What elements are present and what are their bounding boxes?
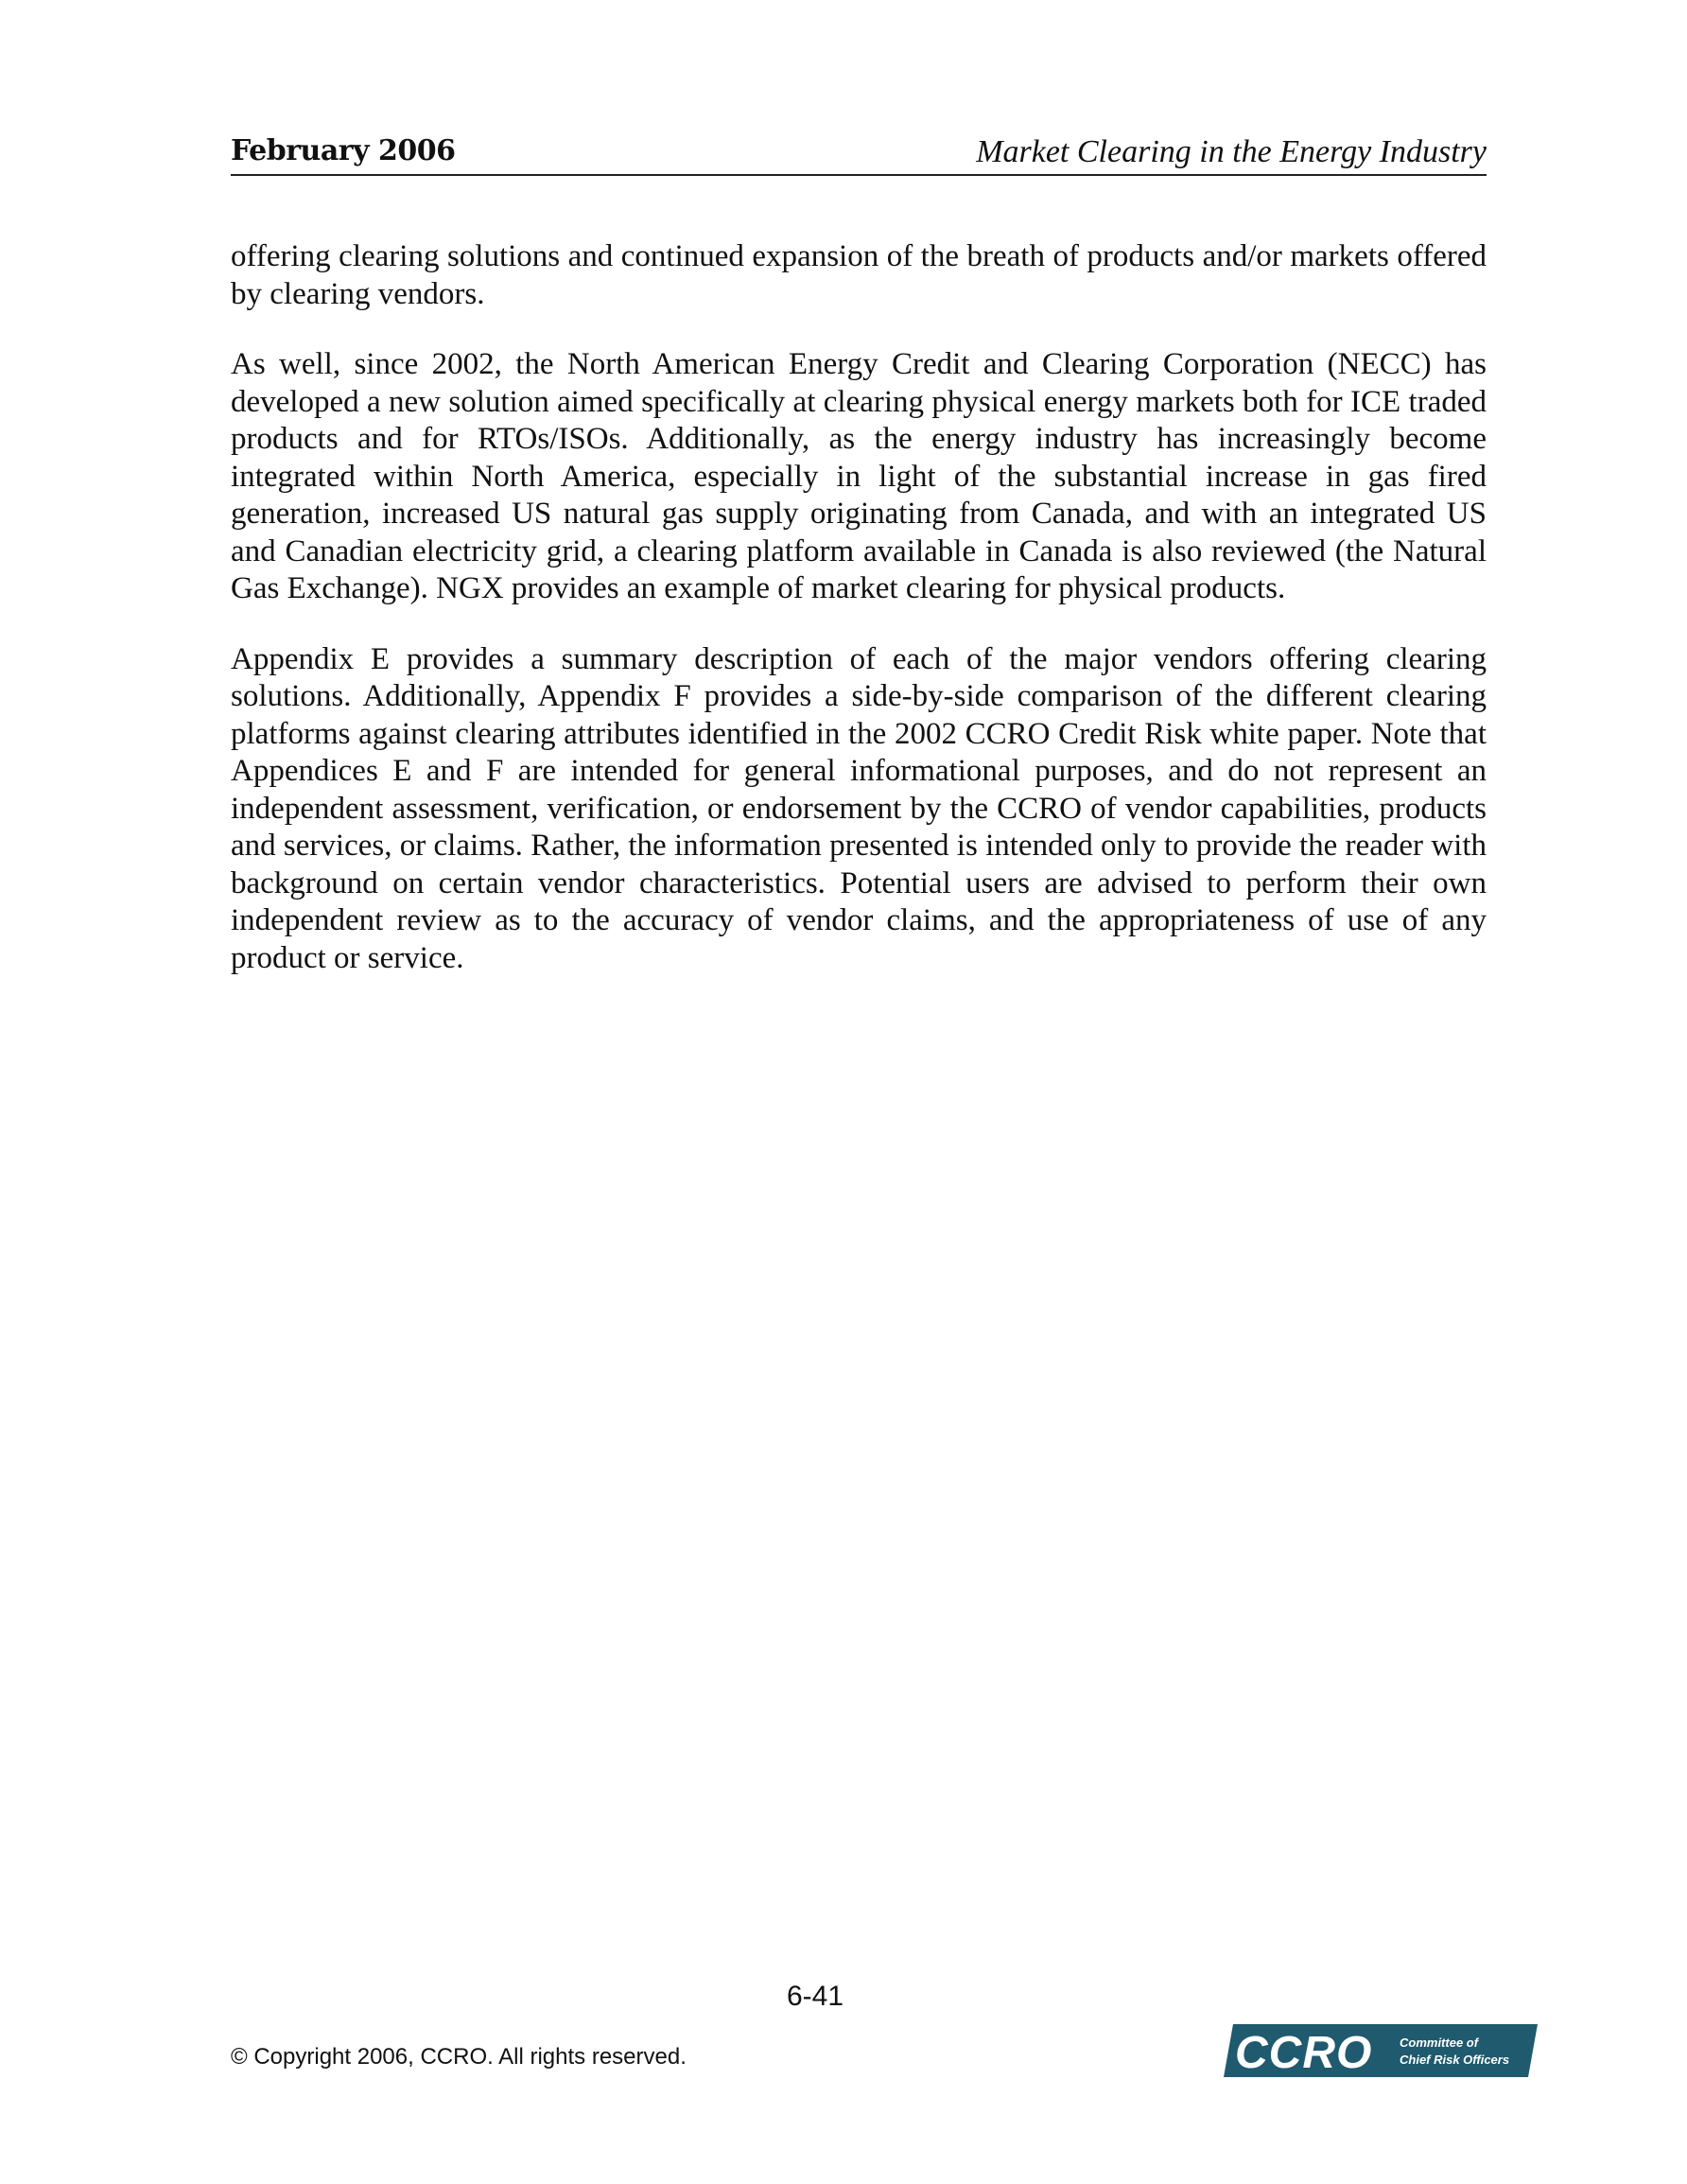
- copyright-notice: © Copyright 2006, CCRO. All rights reserved.: [231, 2044, 687, 2070]
- header-document-title: Market Clearing in the Energy Industry: [976, 134, 1487, 169]
- body-text: [231, 238, 1487, 1010]
- paragraph: As well, since 2002, the North American Energy Credit and Clearing Corporation (NECC) has developed a new solution aimed specifically at clearing physical energy markets both for ICE traded products and for RTOs/ISOs. Additionally, as the energy industry has increasingly become integrated within North America, especially in light of the substantial increase in gas fired generation, increased US natural gas supply originating from Canada, and with an integrated US and Canadian electricity grid, a clearing platform available in Canada is also reviewed (the Natural Gas Exchange). NGX provides an example of market clearing for physical products.: [231, 347, 1487, 605]
- ccro-logo: [1224, 2024, 1538, 2077]
- paragraph: Appendix E provides a summary description of each of the major vendors offering clearing solutions. Additionally, Appendix F provides a side-by-side comparison of the different clearing platforms against clearing attributes identified in the 2002 CCRO Credit Risk white paper. Note that Appendices E and F are intended for general informational purposes, and do not represent an independent assessment, verification, or endorsement by the CCRO of vendor capabilities, products and services, or claims. Rather, the information presented is intended only to provide the reader with background on certain vendor characteristics. Potential users are advised to perform their own independent review as to the accuracy of vendor claims, and the appropriateness of use of any product or service.: [231, 641, 1487, 975]
- page-header: [231, 131, 1487, 176]
- logo-tagline-line1: Committee of: [1400, 2035, 1479, 2050]
- header-date: February 2006: [231, 134, 456, 167]
- page-number: 6-41: [786, 1981, 844, 2012]
- logo-wordmark: CCRO: [1235, 2028, 1373, 2077]
- logo-tagline-line2: Chief Risk Officers: [1400, 2053, 1510, 2067]
- paragraph: offering clearing solutions and continued expansion of the breath of products and/or markets offered by clearing vendors.: [231, 239, 1487, 311]
